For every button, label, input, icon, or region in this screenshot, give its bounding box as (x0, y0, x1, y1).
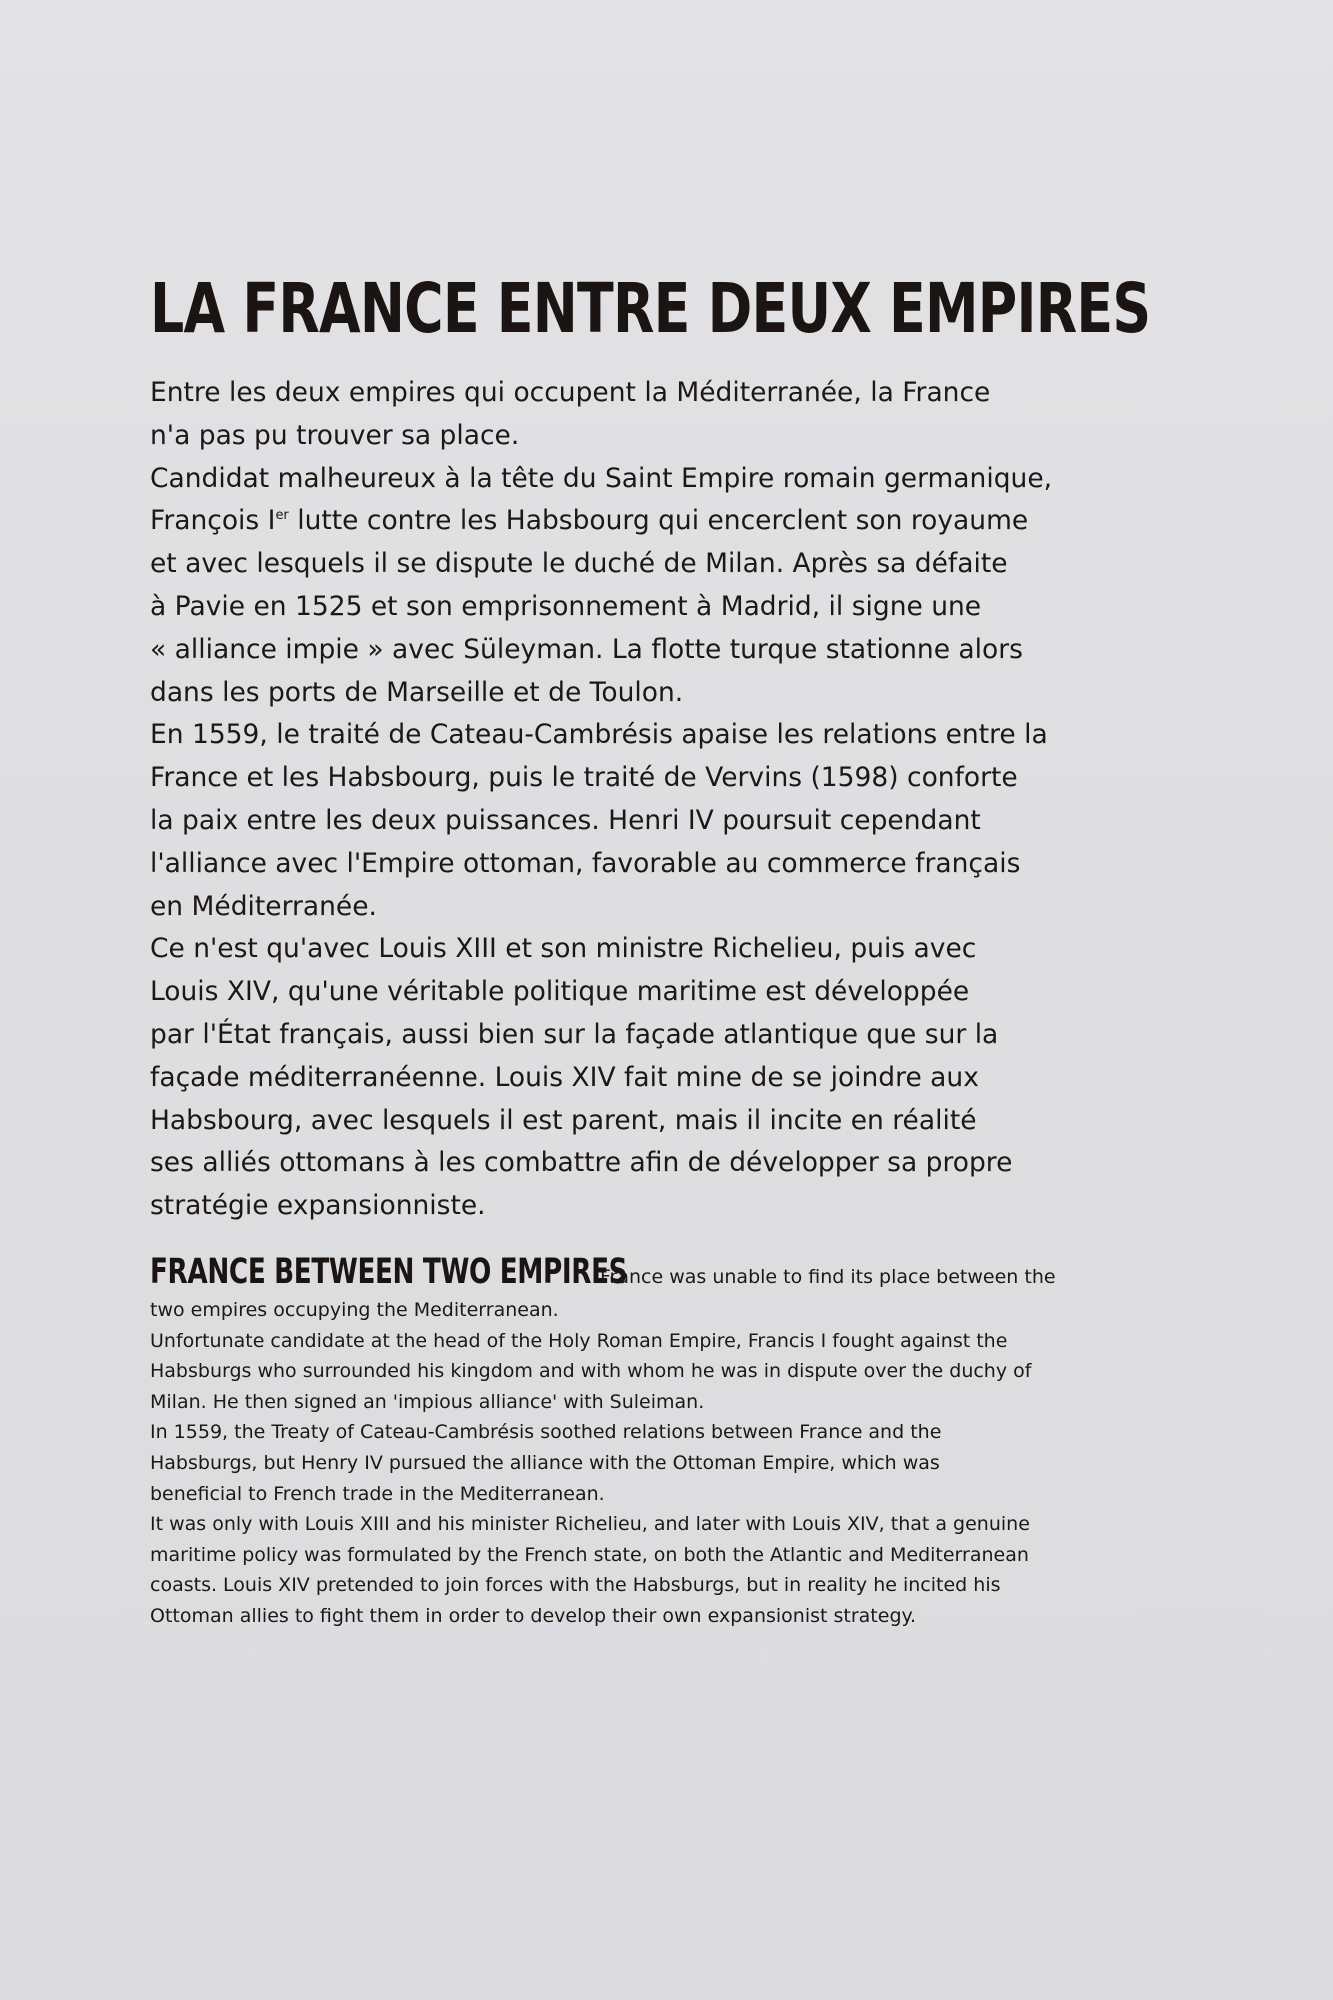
ordinal-superscript: er (275, 508, 289, 524)
text-line: Milan. He then signed an 'impious alliance' with Suleiman. (150, 1390, 705, 1413)
french-paragraph-3 (150, 714, 1110, 928)
english-body (150, 1295, 1110, 1632)
text-line: dans les ports de Marseille et de Toulon. (150, 676, 684, 708)
text-line: maritime policy was formulated by the French state, on both the Atlantic and Mediterranean (150, 1543, 1029, 1566)
text-line: stratégie expansionniste. (150, 1190, 486, 1222)
text-line: Candidat malheureux à la tête du Saint Empire romain germanique, (150, 462, 1053, 494)
text-line: Louis XIV, qu'une véritable politique maritime est développée (150, 976, 970, 1008)
text-line (150, 500, 1110, 543)
text-line: ses alliés ottomans à les combattre afin de développer sa propre (150, 1147, 1013, 1179)
french-paragraph-2 (150, 458, 1110, 715)
text-line: « alliance impie » avec Süleyman. La flotte turque stationne alors (150, 633, 1023, 665)
text-line: France et les Habsbourg, puis le traité de Vervins (1598) conforte (150, 762, 1018, 794)
text-fragment: lutte contre les Habsbourg qui encerclent son royaume (288, 505, 1029, 537)
french-body (150, 372, 1110, 1228)
text-line: It was only with Louis XIII and his minister Richelieu, and later with Louis XIV, that a genuine (150, 1513, 1030, 1536)
text-line: en Méditerranée. (150, 890, 377, 922)
text-line: In 1559, the Treaty of Cateau-Cambrésis soothed relations between France and the (150, 1421, 942, 1444)
text-line: Habsburgs who surrounded his kingdom and with whom he was in dispute over the duchy of (150, 1360, 1032, 1383)
text-line: et avec lesquels il se dispute le duché de Milan. Après sa défaite (150, 548, 1008, 580)
english-first-line: France was unable to find its place between the (600, 1265, 1056, 1288)
english-heading-line: FRANCE BETWEEN TWO EMPIRESFrance was unable to find its place between the (150, 1251, 1056, 1292)
text-line: Entre les deux empires qui occupent la Méditerranée, la France (150, 377, 991, 408)
text-line: Ce n'est qu'avec Louis XIII et son ministre Richelieu, puis avec (150, 933, 977, 965)
english-section (150, 1251, 1110, 1632)
information-panel (150, 269, 1151, 1631)
text-line: Habsburgs, but Henry IV pursued the alliance with the Ottoman Empire, which was (150, 1451, 940, 1474)
text-line: par l'État français, aussi bien sur la façade atlantique que sur la (150, 1018, 999, 1050)
text-line: Ottoman allies to fight them in order to develop their own expansionist strategy. (150, 1604, 917, 1627)
text-line: two empires occupying the Mediterranean. (150, 1298, 559, 1321)
text-line: Habsbourg, avec lesquels il est parent, mais il incite en réalité (150, 1104, 977, 1136)
text-line: façade méditerranéenne. Louis XIV fait mine de se joindre aux (150, 1061, 979, 1093)
text-line: Unfortunate candidate at the head of the Holy Roman Empire, Francis I fought against the (150, 1329, 1008, 1352)
french-paragraph-4 (150, 928, 1110, 1228)
text-line: coasts. Louis XIV pretended to join forces with the Habsburgs, but in reality he incited his (150, 1574, 1001, 1597)
text-fragment: François I (150, 505, 276, 537)
text-line: En 1559, le traité de Cateau-Cambrésis apaise les relations entre la (150, 719, 1048, 751)
text-line: à Pavie en 1525 et son emprisonnement à Madrid, il signe une (150, 590, 982, 622)
text-line: la paix entre les deux puissances. Henri IV poursuit cependant (150, 804, 981, 836)
french-title: LA FRANCE ENTRE DEUX EMPIRES (150, 269, 1151, 349)
text-line: beneficial to French trade in the Mediterranean. (150, 1482, 605, 1505)
text-line: l'alliance avec l'Empire ottoman, favorable au commerce français (150, 847, 1021, 879)
text-line: n'a pas pu trouver sa place. (150, 419, 520, 451)
french-paragraph-1 (150, 372, 1110, 458)
